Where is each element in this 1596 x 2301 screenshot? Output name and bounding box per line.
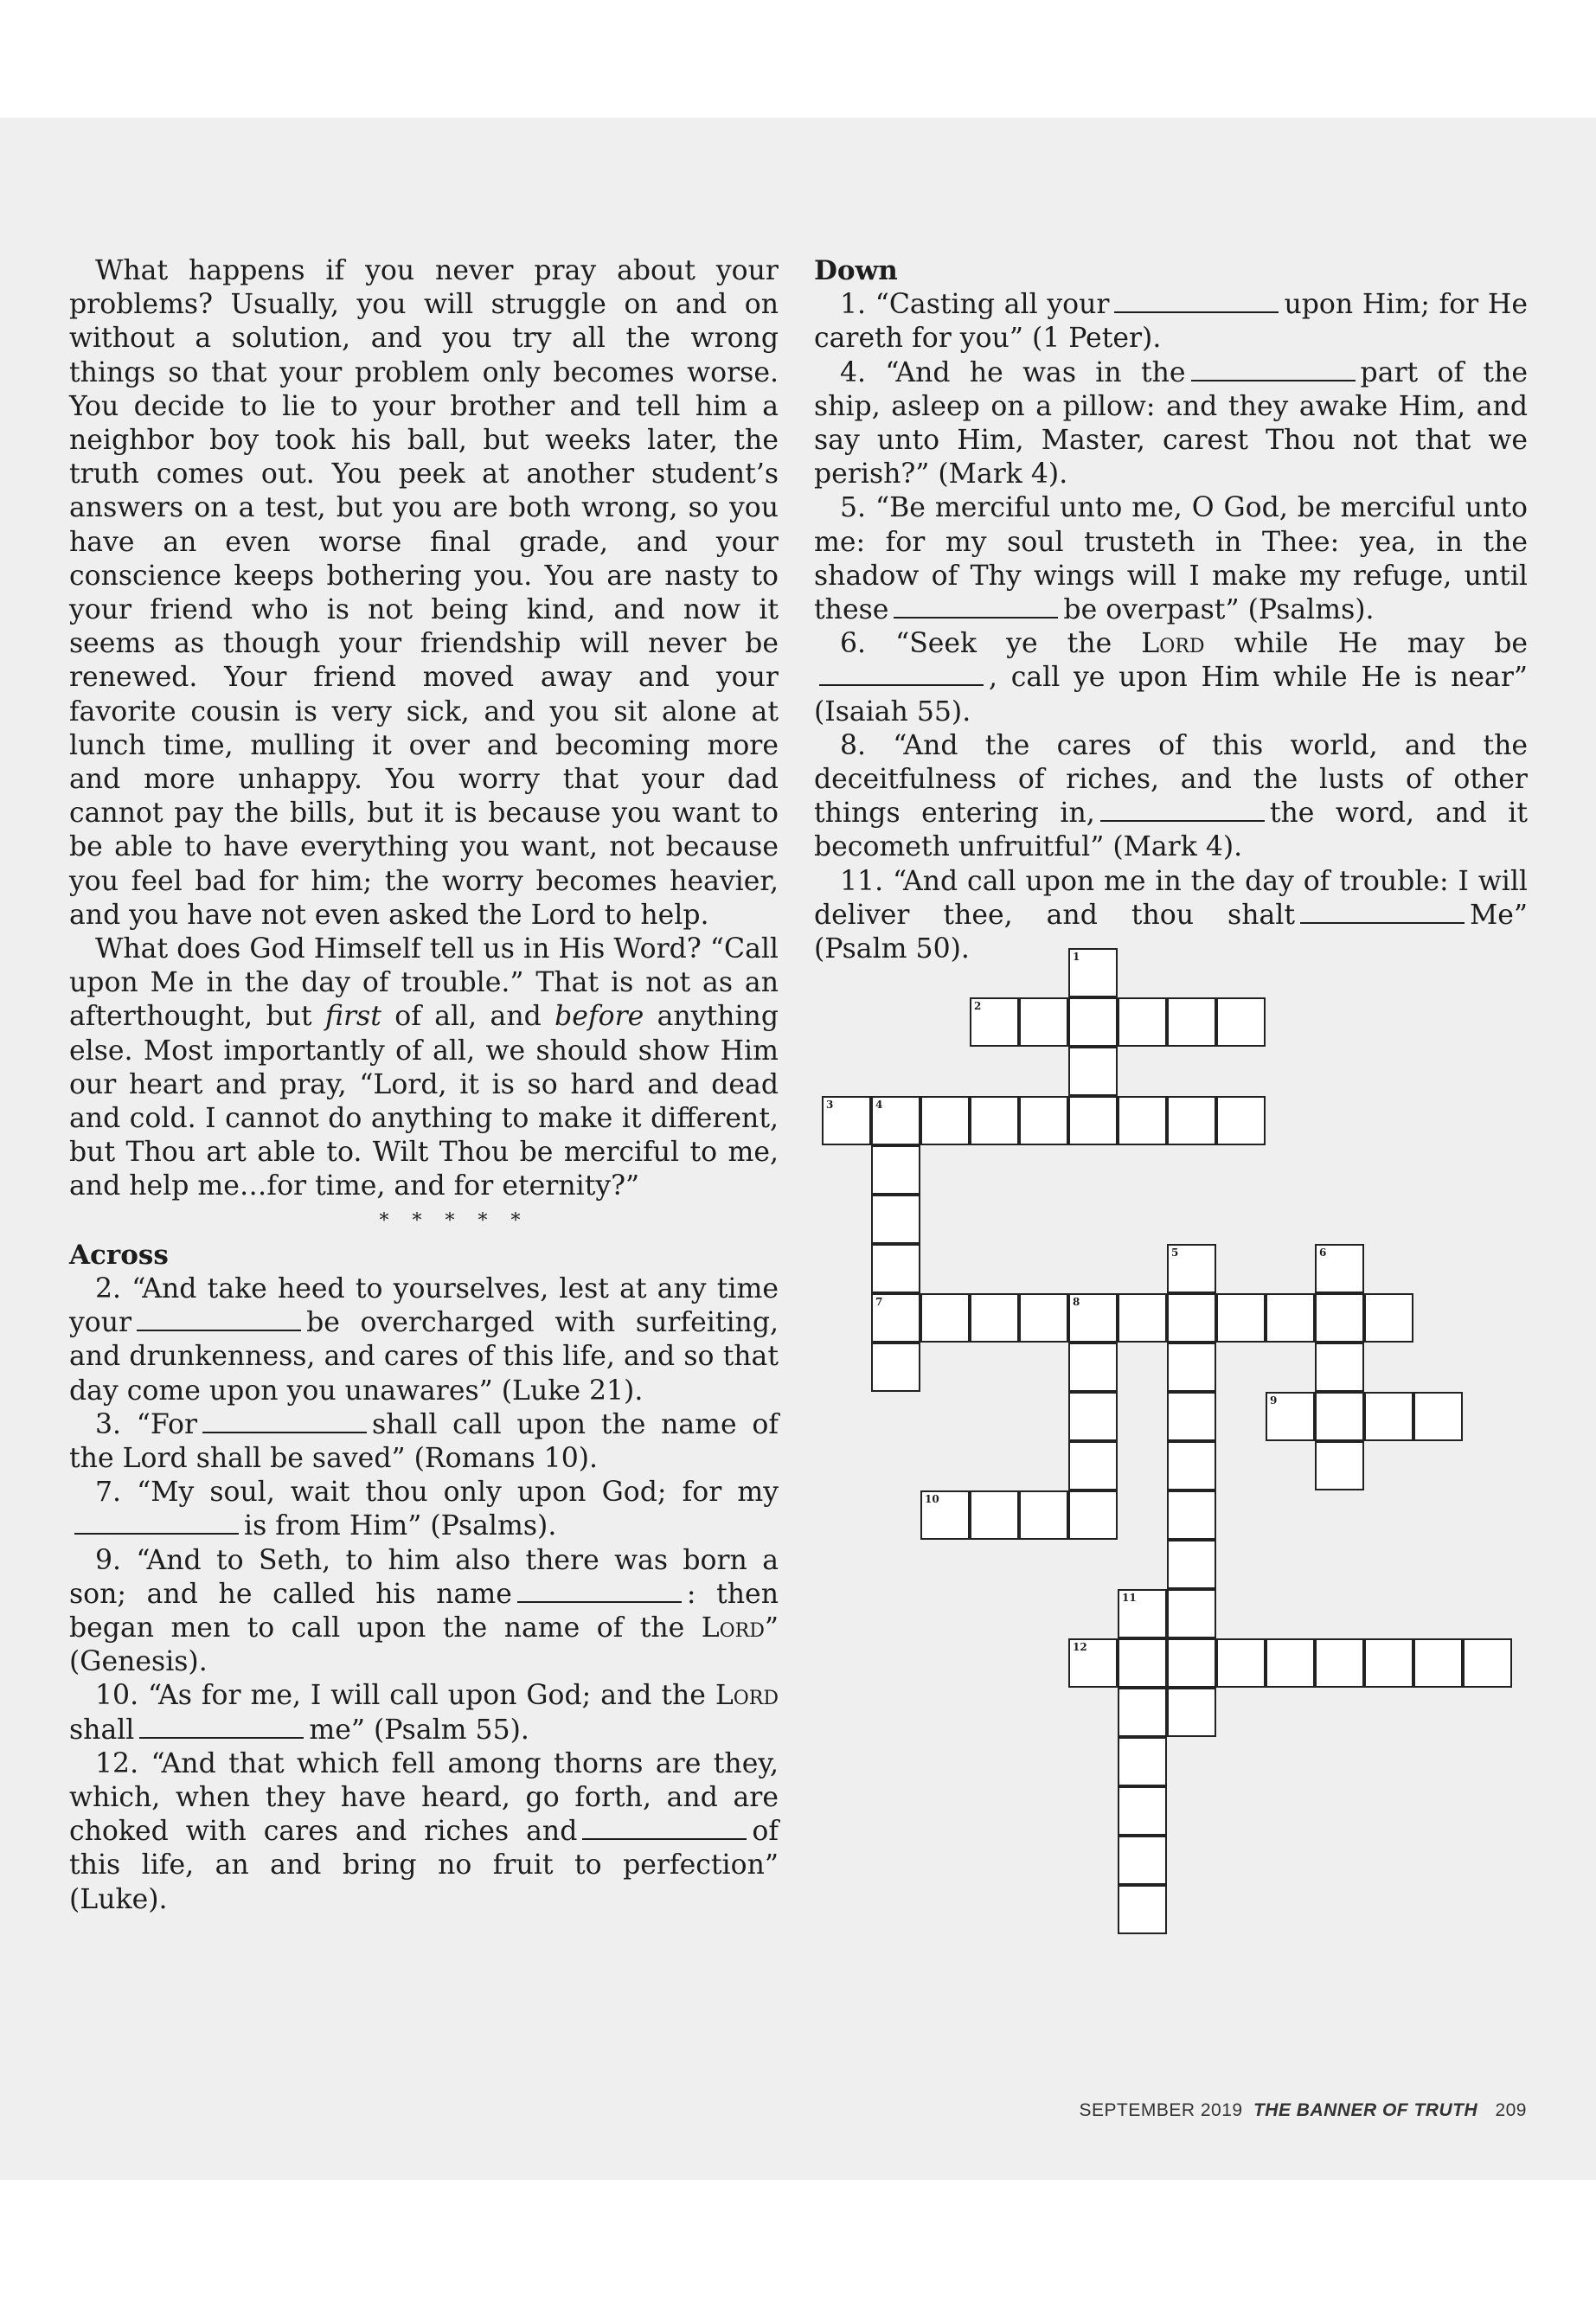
crossword-cell[interactable] <box>1019 1293 1068 1343</box>
clue-number: 5 <box>1171 1247 1179 1259</box>
crossword-cell[interactable] <box>1118 997 1167 1047</box>
crossword-cell[interactable] <box>1118 1293 1167 1343</box>
crossword-cell[interactable] <box>871 1096 920 1145</box>
crossword-cell[interactable] <box>1167 1392 1216 1441</box>
answer-blank <box>1100 819 1265 822</box>
clue-number: 9 <box>1270 1394 1278 1407</box>
answer-blank <box>1191 379 1356 381</box>
crossword-cell[interactable] <box>970 1490 1019 1540</box>
down-clue-11: 11. “And call upon me in the day of trouble: I will deliver thee, and thou shalt Me” (Psalm 50). <box>814 865 1528 965</box>
crossword-cell[interactable] <box>1068 1638 1118 1688</box>
crossword-cell[interactable] <box>920 1490 970 1540</box>
left-column <box>69 254 779 1917</box>
crossword-cell[interactable] <box>1068 1392 1118 1441</box>
across-clue-10: 10. “As for me, I will call upon God; and the Lord shall me” (Psalm 55). <box>69 1680 779 1746</box>
crossword-cell[interactable] <box>1463 1638 1512 1688</box>
crossword-cell[interactable] <box>1315 1293 1364 1343</box>
across-heading: Across <box>69 1239 169 1271</box>
crossword-cell[interactable] <box>1167 1096 1216 1145</box>
crossword-cell[interactable] <box>1118 1638 1167 1688</box>
crossword-cell[interactable] <box>1118 1096 1167 1145</box>
right-column <box>814 254 1528 966</box>
crossword-cell[interactable] <box>1364 1638 1413 1688</box>
crossword-grid <box>822 948 1522 1943</box>
crossword-cell[interactable] <box>1167 1540 1216 1589</box>
clue-number: 1 <box>1073 951 1080 963</box>
second-paragraph: What does God Himself tell us in His Word? “Call upon Me in the day of trouble.” That is not as an afterthought, but first of all, and before anything else. Most importantly of all, we should show Him our heart and pray, “Lord, it is so hard and dead and cold. I cannot do anything to make it different, but Thou art able to. Wilt Thou be merciful to me, and help me…for time, and for eternity?” <box>69 933 779 1202</box>
crossword-cell[interactable] <box>1216 1293 1266 1343</box>
crossword-cell[interactable] <box>1315 1638 1364 1688</box>
footer-page-number: 209 <box>1495 2100 1527 2120</box>
across-clue-2: 2. “And take heed to yourselves, lest at any time your be overcharged with surfeiting, and drunkenness, and cares of this life, and so that day come upon you unawares” (Luke 21). <box>69 1272 779 1407</box>
crossword-cell[interactable] <box>1068 948 1118 997</box>
crossword-cell[interactable] <box>1019 1096 1068 1145</box>
across-clue-12: 12. “And that which fell among thorns are they, which, when they have heard, go forth, and are choked with cares and riches and of this life, an and bring no fruit to perfection” (Luke). <box>69 1747 779 1915</box>
crossword-cell[interactable] <box>1167 1441 1216 1490</box>
clue-number: 2 <box>974 1000 982 1012</box>
crossword-cell[interactable] <box>1019 997 1068 1047</box>
footer-magazine: THE BANNER OF TRUTH <box>1253 2100 1478 2120</box>
crossword-cell[interactable] <box>1167 1293 1216 1343</box>
crossword-cell[interactable] <box>1068 1096 1118 1145</box>
answer-blank <box>819 683 984 686</box>
crossword-cell[interactable] <box>1315 1244 1364 1293</box>
crossword-cell[interactable] <box>1315 1441 1364 1490</box>
across-clue-9: 9. “And to Seth, to him also there was born a son; and he called his name : then began men to call upon the name of the Lord” (Genesis). <box>69 1544 779 1678</box>
crossword-cell[interactable] <box>1068 1441 1118 1490</box>
crossword-cell[interactable] <box>1315 1392 1364 1441</box>
crossword-cell[interactable] <box>1167 1638 1216 1688</box>
clue-number: 10 <box>925 1493 939 1505</box>
across-clue-3: 3. “For shall call upon the name of the Lord shall be saved” (Romans 10). <box>69 1408 779 1474</box>
crossword-cell[interactable] <box>920 1096 970 1145</box>
answer-blank <box>894 616 1058 619</box>
answer-blank <box>1114 311 1279 313</box>
crossword-cell[interactable] <box>871 1244 920 1293</box>
crossword-cell[interactable] <box>1413 1392 1463 1441</box>
crossword-cell[interactable] <box>822 1096 871 1145</box>
crossword-cell[interactable] <box>871 1145 920 1195</box>
down-clue-5: 5. “Be merciful unto me, O God, be merciful unto me: for my soul trusteth in Thee: yea, in the shadow of Thy wings will I make my refuge, until these be overpast” (Psalms). <box>814 492 1528 626</box>
clue-number: 12 <box>1073 1641 1087 1653</box>
down-clue-1: 1. “Casting all your upon Him; for He careth for you” (1 Peter). <box>814 289 1528 355</box>
answer-blank <box>582 1837 747 1840</box>
clue-number: 6 <box>1319 1247 1327 1259</box>
crossword-cell[interactable] <box>1364 1293 1413 1343</box>
crossword-cell[interactable] <box>871 1293 920 1343</box>
crossword-cell[interactable] <box>1118 1885 1167 1934</box>
crossword-cell[interactable] <box>970 997 1019 1047</box>
crossword-cell[interactable] <box>871 1343 920 1392</box>
crossword-cell[interactable] <box>1118 1737 1167 1786</box>
crossword-cell[interactable] <box>1167 1343 1216 1392</box>
crossword-cell[interactable] <box>1216 1096 1266 1145</box>
crossword-cell[interactable] <box>1167 1688 1216 1737</box>
answer-blank <box>137 1329 301 1331</box>
answer-blank <box>139 1736 304 1739</box>
crossword-cell[interactable] <box>1118 1589 1167 1638</box>
across-clue-7: 7. “My soul, wait thou only upon God; for myis from Him” (Psalms). <box>69 1476 779 1543</box>
intro-paragraph: What happens if you never pray about your problems? Usually, you will struggle on and on without a solution, and you try all the wrong things so that your problem only becomes worse. You decide to lie to your brother and tell him a neighbor boy took his ball, but weeks later, the truth comes out. You peek at another student’s answers on a test, but you are both wrong, so you have an even worse final grade, and your conscience keeps bothering you. You are nasty to your friend who is not being kind, and now it seems as though your friendship will never be renewed. Your friend moved away and your favorite cousin is very sick, and you sit alone at lunch time, mulling it over and becoming more and more unhappy. You worry that your dad cannot pay the bills, but it is because you want to be able to have everything you want, not because you feel bad for him; the worry becomes heavier, and you have not even asked the Lord to help. <box>69 255 779 931</box>
crossword-cell[interactable] <box>1118 1688 1167 1737</box>
crossword-cell[interactable] <box>1068 1293 1118 1343</box>
crossword-cell[interactable] <box>1364 1392 1413 1441</box>
answer-blank <box>202 1431 367 1433</box>
crossword-cell[interactable] <box>1266 1392 1315 1441</box>
crossword-cell[interactable] <box>920 1293 970 1343</box>
down-clue-8: 8. “And the cares of this world, and the deceitfulness of riches, and the lusts of other things entering in, the word, and it becometh unfruitful” (Mark 4). <box>814 729 1528 863</box>
crossword-cell[interactable] <box>1068 1343 1118 1392</box>
crossword-cell[interactable] <box>1413 1638 1463 1688</box>
answer-blank <box>74 1532 239 1535</box>
page-footer <box>1080 2100 1527 2121</box>
clue-number: 8 <box>1073 1296 1080 1308</box>
clue-number: 3 <box>826 1099 834 1111</box>
answer-blank <box>517 1600 682 1603</box>
crossword-cell[interactable] <box>1118 1836 1167 1885</box>
crossword-cell[interactable] <box>1167 1244 1216 1293</box>
crossword-cell[interactable] <box>970 1293 1019 1343</box>
clue-number: 7 <box>875 1296 883 1308</box>
separator: * * * * * <box>379 1209 529 1232</box>
down-clue-4: 4. “And he was in the part of the ship, asleep on a pillow: and they awake Him, and say unto Him, Master, carest Thou not that we perish?” (Mark 4). <box>814 356 1528 490</box>
crossword-cell[interactable] <box>871 1195 920 1244</box>
clue-number: 4 <box>875 1099 883 1111</box>
crossword-cell[interactable] <box>1167 997 1216 1047</box>
crossword-cell[interactable] <box>1216 997 1266 1047</box>
crossword-cell[interactable] <box>970 1096 1019 1145</box>
crossword-cell[interactable] <box>1216 1638 1266 1688</box>
clue-number: 11 <box>1122 1592 1137 1604</box>
crossword-cell[interactable] <box>1167 1490 1216 1540</box>
crossword-cell[interactable] <box>1068 1490 1118 1540</box>
footer-date: SEPTEMBER 2019 <box>1079 2100 1243 2120</box>
crossword-cell[interactable] <box>1266 1293 1315 1343</box>
crossword-cell[interactable] <box>1068 1047 1118 1096</box>
crossword-cell[interactable] <box>1068 997 1118 1047</box>
crossword-cell[interactable] <box>1118 1786 1167 1836</box>
answer-blank <box>1300 921 1465 924</box>
down-clue-6: 6. “Seek ye the Lord while He may be, call ye upon Him while He is near” (Isaiah 55). <box>814 628 1529 727</box>
crossword-cell[interactable] <box>1167 1589 1216 1638</box>
crossword-cell[interactable] <box>1315 1343 1364 1392</box>
crossword-cell[interactable] <box>1019 1490 1068 1540</box>
crossword-cell[interactable] <box>1266 1638 1315 1688</box>
down-heading: Down <box>814 255 898 286</box>
